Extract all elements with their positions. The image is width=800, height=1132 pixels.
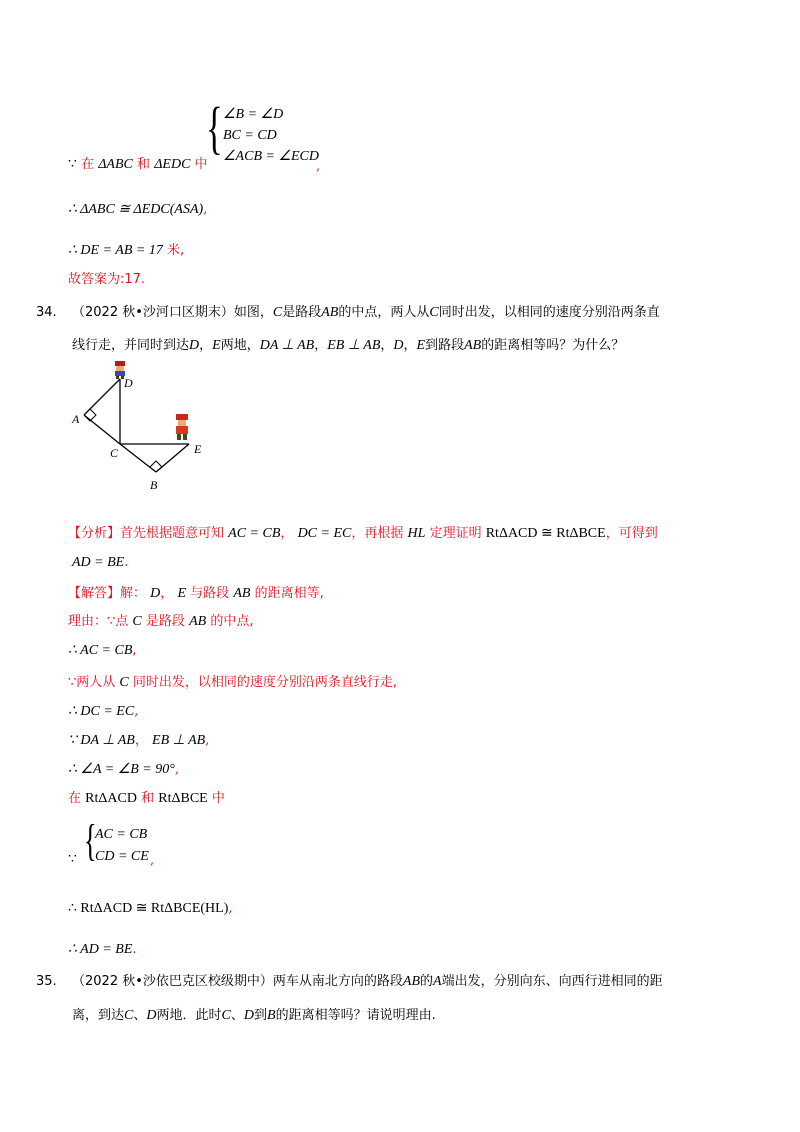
solution-tag: 【解答】 (68, 586, 121, 601)
text: 中 (211, 791, 225, 806)
congruence-statement: ∴ ΔABC ≅ ΔEDC(ASA) (68, 202, 204, 217)
zhong-word: 中 (194, 157, 208, 172)
text: 两地， (220, 338, 260, 353)
q35-line-2 (72, 1008, 436, 1024)
label-a: A (72, 412, 80, 426)
segment-cb (120, 444, 156, 472)
segment-ab: AB (321, 305, 339, 320)
point-c: C (124, 1008, 134, 1023)
text: 理由：∵点 (68, 614, 129, 629)
text: , (174, 762, 179, 777)
q35-line-1 (72, 974, 663, 990)
q34-line-1 (72, 305, 660, 321)
text: 与路段 (190, 586, 230, 601)
label-b: B (150, 478, 158, 492)
triangle-edc: ΔEDC (154, 157, 191, 172)
solution-line-9 (68, 901, 233, 917)
because-symbol: ∵ (68, 852, 77, 867)
text: 解： (120, 586, 147, 601)
proof1-intro-line (68, 157, 208, 173)
math: RtΔACD ≅ RtΔBCE (485, 526, 606, 541)
math: ∴ AD = BE (68, 942, 133, 957)
eb-perp-ab: EB ⊥ AB (327, 338, 381, 353)
text: 和 (141, 791, 155, 806)
text: 的距离相等, (254, 586, 324, 601)
math: D (150, 586, 161, 601)
math: AB (189, 614, 207, 629)
text: 首先根据题意可知 (120, 526, 225, 541)
text: （2022 秋•沙依巴克区校级期中）两车从南北方向的路段 (72, 974, 403, 989)
text: 同时出发，以相同的速度分别沿两条直 (438, 305, 660, 320)
analysis-line-2 (72, 555, 128, 571)
person-icon (176, 414, 188, 440)
comma: , (150, 853, 155, 868)
result-unit: 米, (166, 243, 185, 258)
text: 同时出发，以相同的速度分别沿两条直线行走, (132, 675, 398, 690)
point-a: A (433, 974, 442, 989)
text: . (132, 942, 137, 957)
math: ∴ DC = EC (68, 704, 135, 719)
text: ，可得到 (605, 526, 658, 541)
math: AD = BE (72, 555, 125, 570)
math: HL (407, 526, 426, 541)
proof1-congruence (68, 202, 207, 218)
math: RtΔBCE (158, 791, 208, 806)
math: E (177, 586, 187, 601)
in-word: 在 (81, 157, 95, 172)
point-e: E (416, 338, 426, 353)
proof1-system-line: BC = CD (223, 128, 277, 143)
math: C (132, 614, 142, 629)
q34-number: 34. (36, 305, 57, 320)
point-e: E (212, 338, 221, 353)
right-angle-b-mark (150, 461, 162, 472)
solution-brace: { (84, 816, 97, 865)
math: DC = EC (297, 526, 352, 541)
math: AB (233, 586, 251, 601)
solution-line-5 (68, 704, 138, 720)
text: ， (134, 733, 148, 748)
solution-line-1 (68, 586, 324, 602)
text: ， (280, 526, 294, 541)
point-c: C (429, 305, 439, 320)
text: 、 (230, 1008, 244, 1023)
text: 是路段 (145, 614, 185, 629)
analysis-line-1 (68, 526, 658, 542)
math: RtΔACD (85, 791, 137, 806)
proof1-brace: { (206, 95, 223, 160)
point-d: D (243, 1008, 254, 1023)
text: 的距离相等吗？为什么？ (481, 338, 625, 353)
segment-ab: AB (402, 974, 420, 989)
da-perp-ab: DA ⊥ AB (259, 338, 315, 353)
comma: , (203, 202, 208, 217)
triangle-abc: ΔABC (98, 157, 133, 172)
text: ， (199, 338, 213, 353)
point-d: D (189, 338, 200, 353)
text: 端出发，分别向东、向西行进相同的距 (441, 974, 663, 989)
point-b: B (267, 1008, 276, 1023)
q34-line-2 (72, 338, 624, 354)
text: ， (380, 338, 394, 353)
text: ，再根据 (351, 526, 404, 541)
text: , (205, 733, 210, 748)
text: 离，到达 (72, 1008, 125, 1023)
text: 线行走，并同时到达 (72, 338, 190, 353)
segment-da (84, 379, 120, 415)
q34-figure (68, 355, 218, 495)
solution-line-2 (68, 614, 253, 630)
solution-line-6 (68, 733, 209, 749)
label-c: C (110, 446, 119, 460)
point-d: D (393, 338, 404, 353)
text: 到 (254, 1008, 268, 1023)
solution-line-8 (68, 791, 225, 807)
text: , (134, 704, 139, 719)
proof1-result (68, 243, 184, 259)
solution-system-line: CD = CE (95, 849, 149, 864)
solution-line-7 (68, 762, 179, 778)
point-c: C (221, 1008, 231, 1023)
math: ∴ RtΔACD ≅ RtΔBCE(HL) (68, 901, 229, 916)
text: 到路段 (425, 338, 465, 353)
text: ， (403, 338, 417, 353)
text: 的中点，两人从 (338, 305, 430, 320)
result-math: ∴ DE = AB = 17 (68, 243, 163, 258)
text: 的 (420, 974, 434, 989)
and-word: 和 (137, 157, 151, 172)
solution-line-10 (68, 942, 137, 958)
math: EB ⊥ AB (152, 733, 206, 748)
math: C (119, 675, 129, 690)
text: , (132, 643, 137, 658)
point-d: D (146, 1008, 157, 1023)
segment-ac (84, 415, 120, 444)
text: ， (160, 586, 174, 601)
solution-system-line: AC = CB (95, 827, 148, 842)
because-symbol: ∵ (68, 157, 77, 172)
math: ∴ AC = CB (68, 643, 133, 658)
text: ∵两人从 (68, 675, 116, 690)
text: 、 (133, 1008, 147, 1023)
proof1-comma: , (316, 159, 321, 174)
math: ∴ ∠A = ∠B = 90° (68, 762, 175, 777)
text: （2022 秋•沙河口区期末）如图， (72, 305, 273, 320)
text: ， (314, 338, 328, 353)
segment-ab: AB (464, 338, 482, 353)
proof1-answer: 故答案为:17. (68, 272, 146, 287)
q35-number: 35. (36, 974, 57, 989)
math: AC = CB (228, 526, 281, 541)
proof1-system-line: ∠B = ∠D (223, 107, 284, 122)
point-c: C (272, 305, 283, 320)
solution-line-3 (68, 643, 137, 659)
text: 两地．此时 (156, 1008, 222, 1023)
analysis-tag: 【分析】 (68, 526, 121, 541)
text: 的距离相等吗？请说明理由. (275, 1008, 436, 1023)
proof1-system-line: ∠ACB = ∠ECD (223, 149, 319, 164)
math: ∵ DA ⊥ AB (68, 733, 135, 748)
text: 定理证明 (429, 526, 482, 541)
solution-line-4 (68, 675, 397, 691)
text: , (228, 901, 233, 916)
text: . (124, 555, 129, 570)
label-e: E (194, 442, 202, 456)
text: 在 (68, 791, 82, 806)
text: 的中点, (210, 614, 254, 629)
label-d: D (124, 376, 133, 390)
text: 是路段 (282, 305, 322, 320)
